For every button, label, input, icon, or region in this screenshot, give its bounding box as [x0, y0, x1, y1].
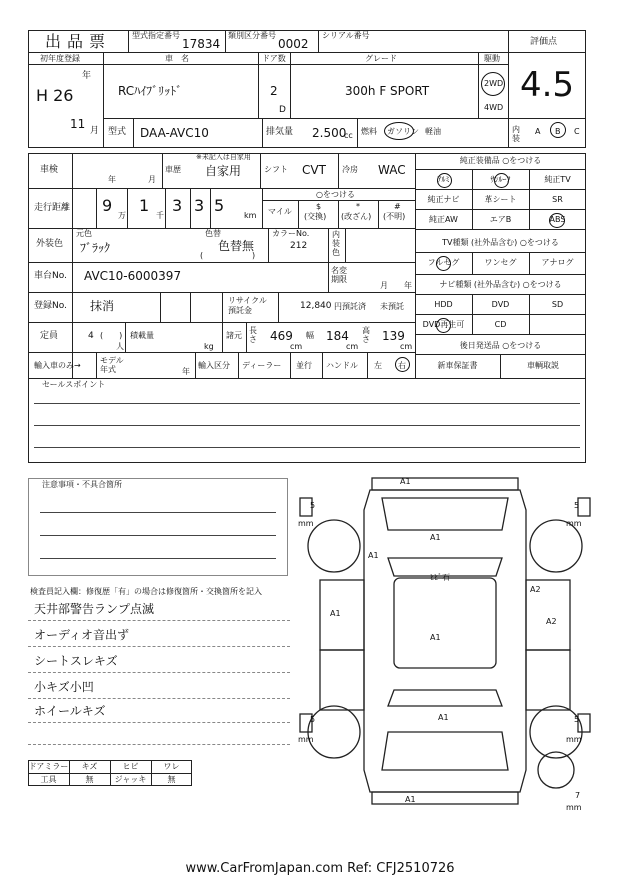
- tire-rr: 5: [574, 715, 580, 724]
- svg-text:mm: mm: [566, 519, 582, 528]
- inspector-note-4: 小キズ小凹: [34, 680, 94, 694]
- ac-type: WAC: [378, 163, 406, 177]
- capacity: 4: [88, 331, 94, 341]
- svg-text:mm: mm: [298, 519, 314, 528]
- rear-window: [388, 690, 502, 706]
- chassis-number: AVC10-6000397: [84, 269, 182, 283]
- tire-spare: 7: [575, 791, 581, 800]
- front-bumper: [372, 478, 518, 490]
- mark-rear-bumper: A1: [405, 795, 416, 804]
- inspector-note-3: シートスレキズ: [34, 654, 118, 668]
- mark-right-door: A2: [530, 585, 541, 594]
- mark-left-fender: A1: [368, 551, 379, 560]
- first-registration-era: H 26: [36, 86, 74, 105]
- inspector-note-2: オーディオ音出ず: [34, 628, 130, 642]
- tire-fl: 5: [310, 501, 316, 510]
- mark-trunk: A1: [438, 713, 449, 722]
- right-rear-quarter: [526, 650, 570, 710]
- left-front-door: [320, 580, 364, 650]
- roof: [394, 578, 496, 668]
- exterior-color: ﾌﾞﾗｯｸ: [80, 241, 111, 255]
- footer-ref: www.CarFromJapan.com Ref: CFJ2510726: [185, 861, 455, 876]
- height: 139: [382, 329, 405, 343]
- wheel-rear-left: [308, 706, 360, 758]
- fuel-value: ガソリン: [387, 127, 419, 136]
- svg-text:mm: mm: [566, 803, 582, 812]
- hood: [382, 498, 508, 530]
- mark-hood: A1: [430, 533, 441, 542]
- width: 184: [326, 329, 349, 343]
- shift: CVT: [302, 163, 326, 177]
- car-name: RCﾊｲﾌﾞﾘｯﾄﾞ: [118, 84, 183, 98]
- wheel-front-left: [308, 520, 360, 572]
- car-body-outline: [364, 490, 526, 792]
- svg-text:mm: mm: [566, 735, 582, 744]
- mileage-d1: 9: [102, 196, 113, 215]
- category-number: 0002: [278, 37, 309, 51]
- mileage-d3: 3: [172, 196, 183, 215]
- mark-windshield: ﾋﾋﾞ石: [430, 573, 450, 582]
- mileage-d5: 5: [214, 196, 225, 215]
- doors: 2: [270, 84, 278, 98]
- registration-number: 抹消: [90, 299, 115, 313]
- left-rear-quarter: [320, 650, 364, 710]
- svg-text:mm: mm: [298, 735, 314, 744]
- sheet-title: 出品票: [45, 32, 112, 51]
- color-change: 色替無: [218, 239, 255, 253]
- car-damage-diagram: [290, 470, 600, 830]
- mark-right-quarter: A2: [546, 617, 557, 626]
- color-number: 212: [290, 241, 308, 251]
- score: 4.5: [519, 65, 575, 105]
- displacement: 2.500: [312, 126, 347, 140]
- model-designation: 17834: [182, 37, 221, 51]
- trunk: [382, 732, 508, 770]
- mark-roof: A1: [430, 633, 441, 642]
- recycle-fee: 12,840: [300, 301, 332, 311]
- mileage-d4: 3: [194, 196, 205, 215]
- tire-rl: 5: [310, 715, 316, 724]
- use-type: 自家用: [205, 164, 242, 178]
- model-type: DAA-AVC10: [140, 126, 209, 140]
- length: 469: [270, 329, 293, 343]
- inspector-note-1: 天井部警告ランプ点滅: [34, 602, 155, 616]
- inspector-note-5: ホイールキズ: [34, 704, 106, 718]
- first-registration-month: 11: [70, 117, 86, 131]
- mark-left-door: A1: [330, 609, 341, 618]
- rear-bumper: [372, 792, 518, 804]
- caution-box: [28, 478, 288, 576]
- mileage-d2: 1: [139, 196, 150, 215]
- mark-front-bumper: A1: [400, 477, 411, 486]
- grade: 300h F SPORT: [345, 84, 430, 98]
- wheel-rear-right: [530, 706, 582, 758]
- tire-fr: 5: [574, 501, 580, 510]
